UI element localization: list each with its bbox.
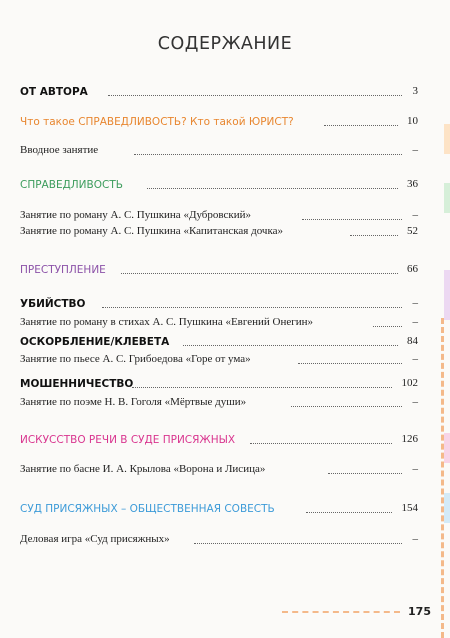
toc-entry-dead-souls[interactable] — [20, 394, 418, 408]
toc-entry-page: – — [412, 396, 418, 408]
toc-entry-label: СУД ПРИСЯЖНЫХ – ОБЩЕСТВЕННАЯ СОВЕСТЬ — [20, 502, 275, 515]
toc-entry-page: 66 — [407, 263, 418, 275]
side-strip-pink — [444, 433, 450, 463]
toc-entry-page: 52 — [407, 225, 418, 237]
toc-entry-label: ПРЕСТУПЛЕНИЕ — [20, 263, 106, 276]
toc-entry-label: ОТ АВТОРА — [20, 85, 88, 98]
toc-entry-label: Занятие по поэме Н. В. Гоголя «Мёртвые души» — [20, 396, 247, 408]
toc-entry-eugene-onegin[interactable] — [20, 314, 418, 328]
toc-entry-page: 10 — [407, 115, 418, 127]
page-number: 175 — [408, 605, 431, 618]
toc-entry-insult-slander[interactable] — [20, 333, 418, 347]
toc-entry-murder[interactable] — [20, 295, 418, 309]
toc-entry-label: Занятие по басне И. А. Крылова «Ворона и Лисица» — [20, 463, 266, 475]
side-strip-green — [444, 183, 450, 213]
toc-entry-justice[interactable] — [20, 176, 418, 190]
toc-entry-label: Занятие по роману А. С. Пушкина «Дубровский» — [20, 209, 252, 221]
side-strip-purple — [444, 270, 450, 320]
toc-entry-business-game[interactable] — [20, 531, 418, 545]
decorative-dashed-line-horizontal — [282, 611, 400, 613]
toc-entry-page: 84 — [407, 335, 418, 347]
side-strip-blue — [444, 493, 450, 523]
toc-entry-dubrovsky[interactable] — [20, 207, 418, 221]
toc-entry-crime[interactable] — [20, 261, 418, 275]
toc-entry-page: 154 — [401, 502, 418, 514]
toc-entry-page: – — [412, 463, 418, 475]
side-strip-orange — [444, 124, 450, 154]
toc-entry-page: 126 — [401, 433, 418, 445]
toc-entry-page: 102 — [401, 377, 418, 389]
toc-entry-label: Деловая игра «Суд присяжных» — [20, 533, 170, 545]
toc-entry-from-author[interactable] — [20, 83, 418, 97]
toc-entry-label: ИСКУССТВО РЕЧИ В СУДЕ ПРИСЯЖНЫХ — [20, 433, 236, 446]
toc-entry-page: 3 — [412, 85, 418, 97]
toc-entry-page: – — [412, 297, 418, 309]
toc-entry-page: – — [412, 209, 418, 221]
toc-entry-captains-daughter[interactable] — [20, 223, 418, 237]
toc-entry-page: – — [412, 533, 418, 545]
toc-entry-label: Занятие по роману в стихах А. С. Пушкина «Евгений Онегин» — [20, 316, 314, 328]
toc-entry-crow-and-fox[interactable] — [20, 461, 418, 475]
toc-entry-woe-from-wit[interactable] — [20, 351, 418, 365]
decorative-dashed-line-vertical — [441, 318, 444, 638]
toc-entry-fraud[interactable] — [20, 375, 418, 389]
toc-entry-label: Занятие по роману А. С. Пушкина «Капитанская дочка» — [20, 225, 284, 237]
contents-title: СОДЕРЖАНИЕ — [157, 34, 293, 54]
toc-entry-label: Что такое СПРАВЕДЛИВОСТЬ? Кто такой ЮРИСТ? — [20, 115, 294, 128]
toc-entry-label: Занятие по пьесе А. С. Грибоедова «Горе от ума» — [20, 353, 251, 365]
toc-entry-label: СПРАВЕДЛИВОСТЬ — [20, 178, 123, 191]
toc-entry-what-is-justice[interactable] — [20, 113, 418, 127]
toc-entry-label: МОШЕННИЧЕСТВО — [20, 377, 134, 390]
toc-entry-page: – — [412, 316, 418, 328]
toc-entry-label: ОСКОРБЛЕНИЕ/КЛЕВЕТА — [20, 335, 170, 348]
toc-entry-jury-conscience[interactable] — [20, 500, 418, 514]
toc-entry-label: УБИЙСТВО — [20, 297, 86, 310]
toc-entry-intro-lesson[interactable] — [20, 142, 418, 156]
toc-entry-page: – — [412, 353, 418, 365]
toc-entry-page: 36 — [407, 178, 418, 190]
toc-entry-label: Вводное занятие — [20, 144, 99, 156]
toc-entry-page: – — [412, 144, 418, 156]
toc-entry-art-of-speech[interactable] — [20, 431, 418, 445]
